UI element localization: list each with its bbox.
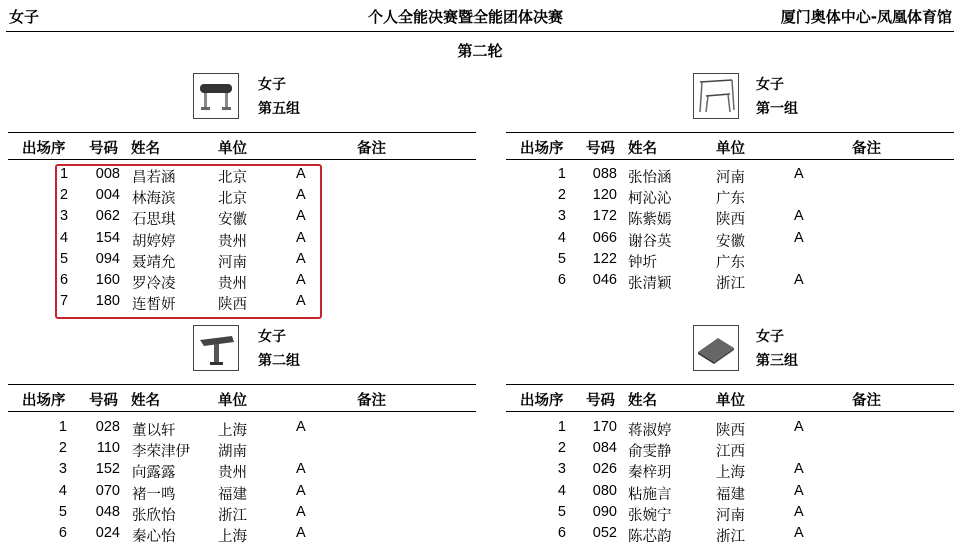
- col-order-header: 出场序: [520, 393, 564, 409]
- cell-order: 2: [557, 187, 566, 204]
- cell-order: 3: [557, 461, 566, 478]
- cell-name: 李荣津伊: [132, 444, 190, 461]
- cell-unit: 浙江: [716, 529, 745, 545]
- cell-order: 4: [58, 482, 67, 499]
- cell-number: 172: [592, 208, 617, 225]
- uneven-bars-icon: [693, 73, 739, 119]
- cell-unit: 贵州: [218, 465, 247, 482]
- cell-number: 094: [95, 250, 120, 267]
- cell-name: 谢谷英: [628, 233, 672, 250]
- col-name-header: 姓名: [131, 393, 160, 409]
- cell-number: 070: [95, 482, 120, 499]
- col-note-header: 备注: [357, 393, 386, 409]
- round-title: 第二轮: [457, 42, 503, 60]
- cell-order: 4: [557, 229, 566, 246]
- col-unit-header: 单位: [218, 393, 247, 409]
- cell-unit: 安徽: [716, 233, 745, 250]
- cell-name: 蒋淑婷: [628, 423, 672, 439]
- cell-name: 董以轩: [132, 423, 176, 439]
- cell-note: A: [296, 419, 306, 435]
- cell-number: 154: [95, 229, 120, 246]
- cell-unit: 贵州: [218, 276, 247, 292]
- col-name-header: 姓名: [131, 141, 160, 157]
- cell-name: 胡婷婷: [132, 233, 176, 250]
- cell-order: 1: [557, 166, 566, 182]
- cell-name: 柯沁沁: [628, 191, 672, 208]
- cell-order: 6: [557, 272, 566, 288]
- venue-name: 厦门奥体中心-凤凰体育馆: [780, 8, 952, 26]
- cell-note: A: [794, 419, 804, 435]
- cell-order: 6: [60, 272, 69, 288]
- cell-number: 122: [592, 250, 617, 267]
- cell-unit: 上海: [218, 529, 247, 545]
- col-number-header: 号码: [89, 141, 118, 157]
- cell-order: 3: [60, 208, 69, 225]
- cell-note: A: [296, 187, 306, 204]
- col-number-header: 号码: [586, 141, 615, 157]
- col-note-header: 备注: [357, 141, 386, 157]
- table-row: [0, 524, 960, 545]
- col-order-header: 出场序: [22, 393, 66, 409]
- cell-unit: 河南: [716, 170, 745, 186]
- header-divider: [6, 31, 954, 32]
- cell-note: A: [794, 525, 804, 541]
- cell-name: 林海滨: [132, 191, 176, 208]
- group-category: 女子: [258, 77, 286, 93]
- cell-number: 170: [592, 419, 617, 435]
- col-note-header: 备注: [852, 141, 881, 157]
- cell-number: 026: [592, 461, 617, 478]
- cell-name: 陈芯韵: [628, 529, 672, 545]
- cell-unit: 福建: [218, 486, 247, 503]
- cell-unit: 江西: [716, 444, 745, 461]
- cell-number: 160: [95, 272, 120, 288]
- cell-note: A: [296, 482, 306, 499]
- cell-order: 1: [58, 419, 67, 435]
- cell-number: 008: [95, 166, 120, 182]
- group-category: 女子: [258, 329, 286, 345]
- cell-unit: 贵州: [218, 233, 247, 250]
- cell-order: 2: [557, 440, 566, 457]
- cell-order: 3: [58, 461, 67, 478]
- cell-note: A: [296, 272, 306, 288]
- cell-number: 080: [592, 482, 617, 499]
- cell-note: A: [296, 250, 306, 267]
- table-row: [0, 503, 960, 524]
- cell-order: 1: [557, 419, 566, 435]
- cell-number: 152: [95, 461, 120, 478]
- table-header: [506, 132, 954, 160]
- cell-number: 084: [592, 440, 617, 457]
- cell-order: 7: [60, 293, 69, 310]
- cell-note: A: [296, 166, 306, 182]
- cell-unit: 陕西: [716, 423, 745, 439]
- cell-note: A: [296, 525, 306, 541]
- col-number-header: 号码: [89, 393, 118, 409]
- cell-name: 聂靖允: [132, 254, 176, 271]
- cell-note: A: [794, 166, 804, 182]
- cell-order: 5: [557, 250, 566, 267]
- cell-number: 052: [592, 525, 617, 541]
- table-row: [0, 439, 960, 460]
- cell-note: A: [794, 229, 804, 246]
- cell-unit: 上海: [716, 465, 745, 482]
- cell-note: A: [794, 461, 804, 478]
- cell-name: 陈紫嫣: [628, 212, 672, 229]
- col-number-header: 号码: [586, 393, 615, 409]
- balance-beam-icon: [193, 73, 239, 119]
- table-row: [0, 460, 960, 481]
- cell-name: 昌若涵: [132, 170, 176, 186]
- cell-name: 张清颖: [628, 276, 672, 292]
- cell-order: 6: [557, 525, 566, 541]
- col-unit-header: 单位: [716, 141, 745, 157]
- cell-unit: 安徽: [218, 212, 247, 229]
- col-unit-header: 单位: [716, 393, 745, 409]
- cell-order: 2: [60, 187, 69, 204]
- cell-note: A: [794, 208, 804, 225]
- competition-title: 个人全能决赛暨全能团体决赛: [368, 8, 564, 26]
- cell-number: 120: [592, 187, 617, 204]
- table-header: [8, 384, 476, 412]
- cell-unit: 北京: [218, 170, 247, 186]
- cell-note: A: [794, 272, 804, 288]
- cell-order: 2: [58, 440, 67, 457]
- group-label: 第二组: [258, 353, 300, 369]
- cell-number: 046: [592, 272, 617, 288]
- group-category: 女子: [756, 77, 784, 93]
- cell-note: A: [296, 293, 306, 310]
- cell-order: 4: [60, 229, 69, 246]
- cell-name: 秦梓玥: [628, 465, 672, 482]
- cell-unit: 河南: [716, 507, 745, 524]
- cell-number: 062: [95, 208, 120, 225]
- cell-name: 石思琪: [132, 212, 176, 229]
- cell-order: 5: [58, 503, 67, 520]
- vault-icon: [193, 325, 239, 371]
- group-label: 第一组: [756, 101, 798, 117]
- group-label: 第三组: [756, 353, 798, 369]
- cell-unit: 广东: [716, 191, 745, 208]
- col-order-header: 出场序: [520, 141, 564, 157]
- cell-order: 1: [60, 166, 69, 182]
- cell-number: 180: [95, 293, 120, 310]
- cell-unit: 福建: [716, 486, 745, 503]
- col-unit-header: 单位: [218, 141, 247, 157]
- cell-note: A: [296, 503, 306, 520]
- highlight-box: [55, 164, 322, 319]
- cell-unit: 浙江: [716, 276, 745, 292]
- cell-unit: 陕西: [716, 212, 745, 229]
- cell-unit: 浙江: [218, 507, 247, 524]
- col-order-header: 出场序: [22, 141, 66, 157]
- table-row: [0, 418, 960, 439]
- col-name-header: 姓名: [628, 141, 657, 157]
- cell-number: 028: [95, 419, 120, 435]
- cell-unit: 陕西: [218, 297, 247, 314]
- cell-number: 110: [96, 440, 120, 457]
- cell-number: 090: [592, 503, 617, 520]
- cell-number: 024: [95, 525, 120, 541]
- cell-name: 张欣怡: [132, 507, 176, 524]
- group-label: 第五组: [258, 101, 300, 117]
- cell-name: 钟圻: [628, 254, 657, 271]
- cell-name: 粘施言: [628, 486, 672, 503]
- cell-name: 张怡涵: [628, 170, 672, 186]
- table-row: [0, 482, 960, 503]
- cell-name: 向露露: [132, 465, 176, 482]
- cell-unit: 湖南: [218, 444, 247, 461]
- competition-gender: 女子: [9, 8, 40, 26]
- cell-number: 004: [95, 187, 120, 204]
- cell-note: A: [296, 461, 306, 478]
- table-header: [506, 384, 954, 412]
- cell-name: 张婉宁: [628, 507, 672, 524]
- cell-order: 6: [58, 525, 67, 541]
- cell-name: 俞雯静: [628, 444, 672, 461]
- cell-unit: 上海: [218, 423, 247, 439]
- table-header: [8, 132, 476, 160]
- cell-order: 5: [60, 250, 69, 267]
- cell-unit: 河南: [218, 254, 247, 271]
- cell-note: A: [296, 208, 306, 225]
- cell-name: 秦心怡: [132, 529, 176, 545]
- cell-unit: 广东: [716, 254, 745, 271]
- cell-name: 连皙妍: [132, 297, 176, 314]
- cell-note: A: [794, 482, 804, 499]
- cell-number: 066: [592, 229, 617, 246]
- col-note-header: 备注: [852, 393, 881, 409]
- cell-name: 褚一鸣: [132, 486, 176, 503]
- cell-order: 4: [557, 482, 566, 499]
- cell-unit: 北京: [218, 191, 247, 208]
- cell-order: 3: [557, 208, 566, 225]
- cell-number: 088: [592, 166, 617, 182]
- floor-exercise-icon: [693, 325, 739, 371]
- cell-note: A: [794, 503, 804, 520]
- cell-name: 罗冷凌: [132, 276, 176, 292]
- cell-order: 5: [557, 503, 566, 520]
- cell-number: 048: [95, 503, 120, 520]
- col-name-header: 姓名: [628, 393, 657, 409]
- cell-note: A: [296, 229, 306, 246]
- group-category: 女子: [756, 329, 784, 345]
